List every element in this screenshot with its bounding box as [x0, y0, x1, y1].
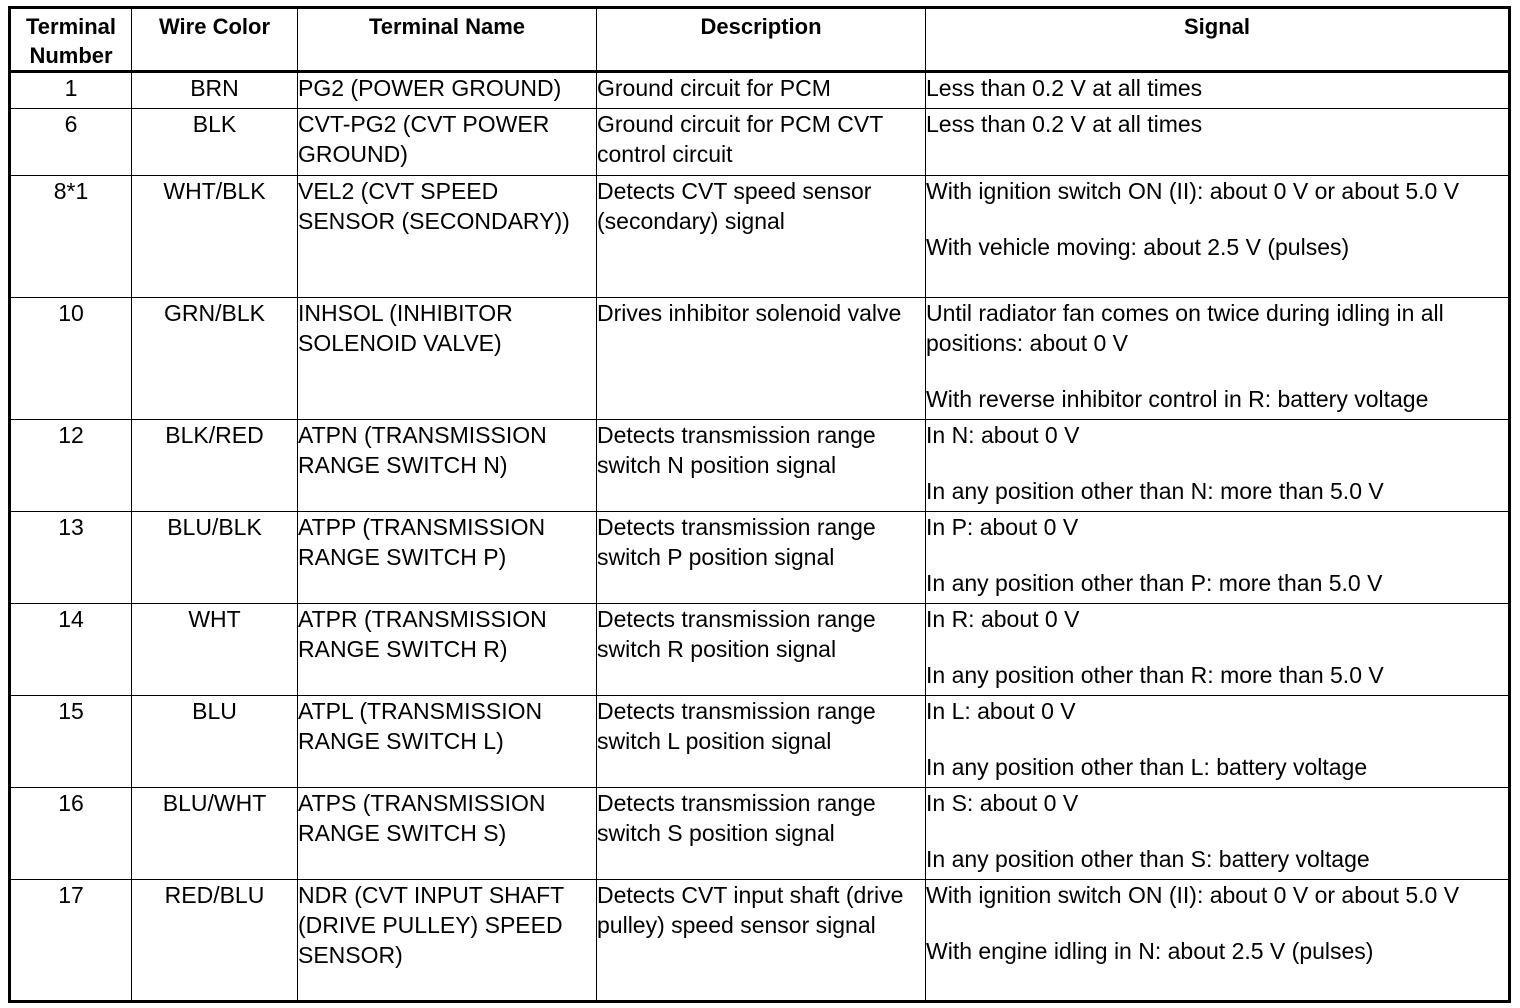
- wire-color-cell: BRN: [132, 72, 298, 109]
- signal-line: In any position other than N: more than 5.0 V: [926, 478, 1384, 504]
- description-cell: Ground circuit for PCM: [597, 72, 926, 109]
- signal-cell: [926, 788, 1510, 880]
- signal-gap: [926, 726, 1508, 752]
- terminal-number-cell: 13: [10, 512, 132, 604]
- signal-line: In any position other than L: battery voltage: [926, 754, 1368, 780]
- description-cell: Detects CVT input shaft (drive pulley) speed sensor signal: [597, 880, 926, 1002]
- signal-gap: [926, 542, 1508, 568]
- terminal-name-cell: CVT-PG2 (CVT POWER GROUND): [298, 109, 597, 176]
- terminal-number-cell: 15: [10, 696, 132, 788]
- terminal-name-cell: INHSOL (INHIBITOR SOLENOID VALVE): [298, 298, 597, 420]
- signal-line: With ignition switch ON (II): about 0 V or about 5.0 V: [926, 882, 1460, 908]
- terminal-name-cell: ATPN (TRANSMISSION RANGE SWITCH N): [298, 420, 597, 512]
- signal-line: In N: about 0 V: [926, 422, 1080, 448]
- signal-gap: [926, 450, 1508, 476]
- table-row: [10, 72, 1510, 109]
- header-terminal-number: [10, 8, 132, 72]
- wire-color-cell: BLK/RED: [132, 420, 298, 512]
- table-row: [10, 420, 1510, 512]
- header-signal: Signal: [926, 8, 1510, 72]
- wire-color-cell: BLK: [132, 109, 298, 176]
- description-cell: Detects CVT speed sensor (secondary) signal: [597, 176, 926, 298]
- signal-line: With reverse inhibitor control in R: battery voltage: [926, 386, 1429, 412]
- header-terminal-number-line1: Terminal: [25, 14, 117, 39]
- wire-color-cell: BLU/WHT: [132, 788, 298, 880]
- signal-line: In any position other than P: more than 5.0 V: [926, 570, 1383, 596]
- signal-gap: [926, 818, 1508, 844]
- signal-cell: [926, 109, 1510, 176]
- signal-line: Until radiator fan comes on twice during idling in all positions: about 0 V: [926, 300, 1444, 356]
- terminal-number-cell: 14: [10, 604, 132, 696]
- terminal-number-cell: 8*1: [10, 176, 132, 298]
- terminal-name-cell: ATPS (TRANSMISSION RANGE SWITCH S): [298, 788, 597, 880]
- wire-color-cell: WHT: [132, 604, 298, 696]
- description-cell: Detects transmission range switch R position signal: [597, 604, 926, 696]
- signal-line: Less than 0.2 V at all times: [926, 75, 1203, 101]
- table-row: [10, 788, 1510, 880]
- table-row: [10, 298, 1510, 420]
- table-row: [10, 696, 1510, 788]
- description-cell: Ground circuit for PCM CVT control circuit: [597, 109, 926, 176]
- signal-line: With ignition switch ON (II): about 0 V or about 5.0 V: [926, 178, 1460, 204]
- header-description: Description: [597, 8, 926, 72]
- terminal-number-cell: 10: [10, 298, 132, 420]
- signal-line: In any position other than S: battery voltage: [926, 846, 1370, 872]
- table-row: [10, 176, 1510, 298]
- signal-line: With engine idling in N: about 2.5 V (pulses): [926, 938, 1374, 964]
- signal-cell: [926, 880, 1510, 1002]
- terminal-name-cell: ATPP (TRANSMISSION RANGE SWITCH P): [298, 512, 597, 604]
- terminal-name-cell: ATPL (TRANSMISSION RANGE SWITCH L): [298, 696, 597, 788]
- header-terminal-number-line2: Number: [29, 43, 113, 68]
- header-row: [10, 8, 1510, 72]
- table-row: [10, 880, 1510, 1002]
- description-cell: Detects transmission range switch L position signal: [597, 696, 926, 788]
- signal-gap: [926, 634, 1508, 660]
- terminal-name-cell: NDR (CVT INPUT SHAFT (DRIVE PULLEY) SPEED SENSOR): [298, 880, 597, 1002]
- signal-cell: [926, 72, 1510, 109]
- table-row: [10, 512, 1510, 604]
- terminal-name-cell: VEL2 (CVT SPEED SENSOR (SECONDARY)): [298, 176, 597, 298]
- signal-gap: [926, 206, 1508, 232]
- signal-cell: [926, 298, 1510, 420]
- signal-line: In S: about 0 V: [926, 790, 1079, 816]
- description-cell: Drives inhibitor solenoid valve: [597, 298, 926, 420]
- wire-color-cell: GRN/BLK: [132, 298, 298, 420]
- table-row: [10, 109, 1510, 176]
- wire-color-cell: BLU: [132, 696, 298, 788]
- signal-line: Less than 0.2 V at all times: [926, 111, 1203, 137]
- signal-gap: [926, 910, 1508, 936]
- signal-line: With vehicle moving: about 2.5 V (pulses): [926, 234, 1350, 260]
- signal-cell: [926, 696, 1510, 788]
- signal-cell: [926, 512, 1510, 604]
- terminal-number-cell: 16: [10, 788, 132, 880]
- terminal-number-cell: 6: [10, 109, 132, 176]
- signal-line: In P: about 0 V: [926, 514, 1079, 540]
- terminal-number-cell: 17: [10, 880, 132, 1002]
- terminal-number-cell: 1: [10, 72, 132, 109]
- table-body: [10, 72, 1510, 1002]
- wire-color-cell: BLU/BLK: [132, 512, 298, 604]
- signal-cell: [926, 176, 1510, 298]
- wire-color-cell: RED/BLU: [132, 880, 298, 1002]
- signal-line: In any position other than R: more than 5.0 V: [926, 662, 1384, 688]
- description-cell: Detects transmission range switch N position signal: [597, 420, 926, 512]
- signal-line: In R: about 0 V: [926, 606, 1080, 632]
- description-cell: Detects transmission range switch P position signal: [597, 512, 926, 604]
- terminal-number-cell: 12: [10, 420, 132, 512]
- signal-cell: [926, 420, 1510, 512]
- description-cell: Detects transmission range switch S position signal: [597, 788, 926, 880]
- signal-gap: [926, 358, 1508, 384]
- header-terminal-name: Terminal Name: [298, 8, 597, 72]
- signal-line: In L: about 0 V: [926, 698, 1076, 724]
- terminal-table: [8, 6, 1511, 1003]
- terminal-name-cell: ATPR (TRANSMISSION RANGE SWITCH R): [298, 604, 597, 696]
- header-wire-color: Wire Color: [132, 8, 298, 72]
- signal-cell: [926, 604, 1510, 696]
- wire-color-cell: WHT/BLK: [132, 176, 298, 298]
- terminal-name-cell: PG2 (POWER GROUND): [298, 72, 597, 109]
- table-row: [10, 604, 1510, 696]
